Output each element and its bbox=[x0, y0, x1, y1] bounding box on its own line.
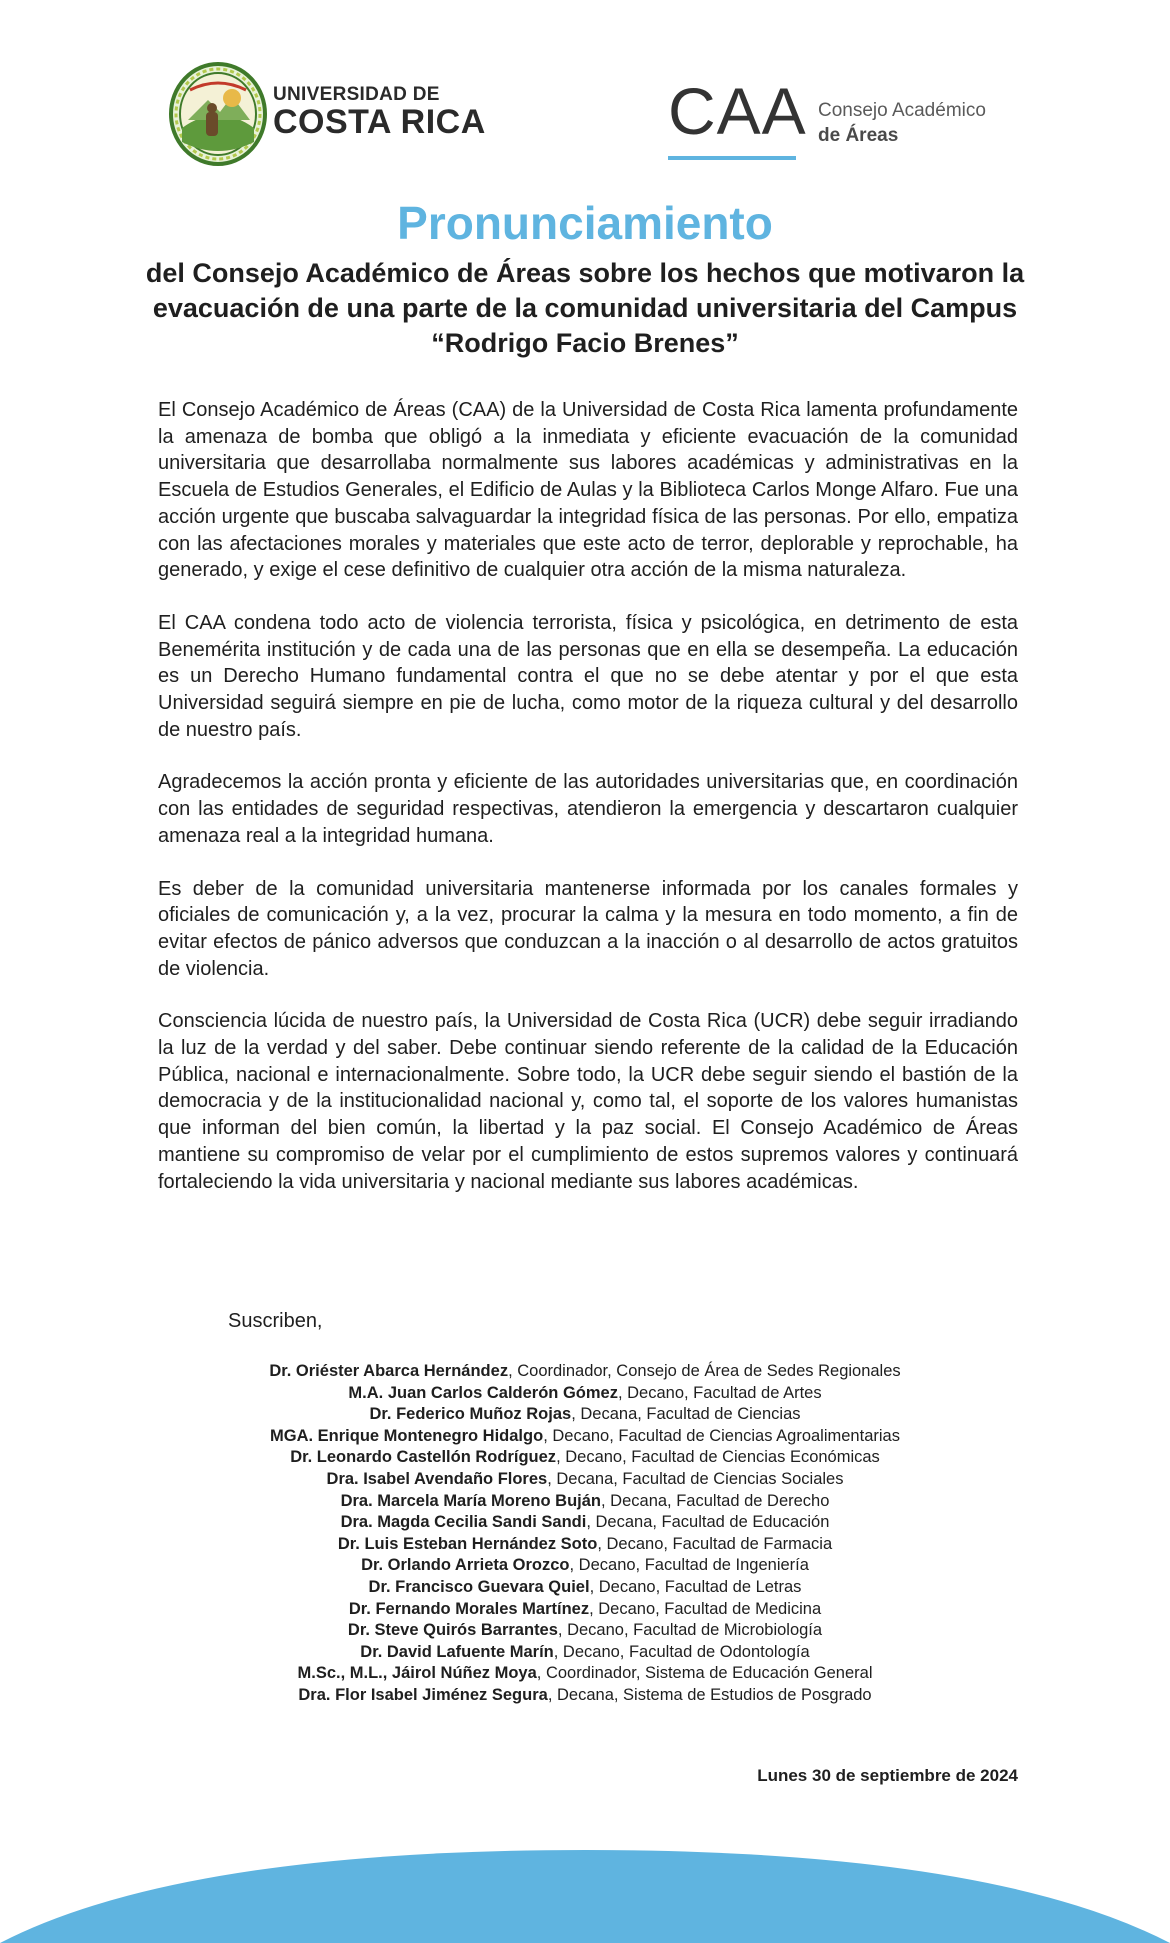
letterhead bbox=[0, 0, 1170, 180]
signer-role: , Decana, Facultad de Educación bbox=[586, 1513, 830, 1532]
document-date: Lunes 30 de septiembre de 2024 bbox=[757, 1766, 1018, 1785]
signer-role: , Coordinador, Consejo de Área de Sedes Regionales bbox=[508, 1362, 901, 1380]
ucr-seal-logo bbox=[168, 62, 268, 167]
signer-row bbox=[140, 1383, 1030, 1405]
signer-role: , Decano, Facultad de Letras bbox=[589, 1577, 802, 1596]
paragraph-2: El CAA condena todo acto de violencia terrorista, física y psicológica, en detrimento de esta Benemérita institución y de cada una de las personas que en ella se desempeña. La educación es un Derecho Humano fundamental contra el que no se debe atentar y por el que esta Universidad seguirá siempre en pie de lucha, como motor de la riqueza cultural y del desarrollo de nuestro país. bbox=[158, 611, 1018, 741]
caa-fullname-line1: Consejo Académico bbox=[818, 100, 986, 121]
paragraph-5: Consciencia lúcida de nuestro país, la Universidad de Costa Rica (UCR) debe seguir irradiando la luz de la verdad y del saber. Debe continuar siendo referente de la calidad de la Educación Pública, nacional e internacionalmente. Sobre todo, la UCR debe seguir siendo el bastión de la democracia y de la institucionalidad nacional y, como tal, el soporte de los valores humanistas que informan del bien común, la libertad y la paz social. El Consejo Académico de Áreas mantiene su compromiso de velar por el cumplimiento de estos supremos valores y continuará fortaleciendo la vida universitaria y nacional mediante sus labores académicas. bbox=[158, 1010, 1018, 1193]
statement-body bbox=[158, 397, 1018, 1221]
signer-name: Dra. Magda Cecilia Sandi Sandi bbox=[340, 1513, 587, 1532]
document-title: Pronunciamiento bbox=[397, 197, 773, 249]
signer-row bbox=[140, 1512, 1030, 1534]
ucr-wordmark-line2: COSTA RICA bbox=[273, 103, 486, 141]
signer-role: , Coordinador, Sistema de Educación General bbox=[536, 1664, 873, 1683]
footer-wave-decoration bbox=[0, 1850, 1170, 1943]
signer-name: M.Sc., M.L., Jáirol Núñez Moya bbox=[297, 1664, 537, 1683]
signer-name: Dr. Fernando Morales Martínez bbox=[348, 1599, 590, 1618]
signer-name: Dr. Federico Muñoz Rojas bbox=[369, 1405, 572, 1424]
paragraph-1: El Consejo Académico de Áreas (CAA) de la Universidad de Costa Rica lamenta profundamente la amenaza de bomba que obligó a la inmediata y eficiente evacuación de la comunidad universitaria que desarrollaba normalmente sus labores académicas y administrativas en la Escuela de Estudios Generales, el Edificio de Aulas y la Biblioteca Carlos Monge Alfaro. Fue una acción urgente que buscaba salvaguardar la integridad física de las personas. Por ello, empatiza con las afectaciones morales y materiales que este acto de terror, deplorable y reprochable, ha generado, y exige el cese definitivo de cualquier otra acción de la misma naturaleza. bbox=[158, 399, 1018, 582]
signer-role: , Decana, Sistema de Estudios de Posgrado bbox=[547, 1685, 872, 1704]
signatories-list bbox=[140, 1361, 1030, 1707]
caa-logo-fullname bbox=[818, 98, 986, 148]
signer-role: , Decano, Facultad de Microbiología bbox=[557, 1621, 823, 1640]
signer-row bbox=[140, 1447, 1030, 1469]
signer-row bbox=[140, 1642, 1030, 1664]
signer-name: Dr. Orlando Arrieta Orozco bbox=[361, 1556, 570, 1575]
signatories-heading: Suscriben, bbox=[228, 1310, 323, 1332]
caa-fullname-line2: de Áreas bbox=[818, 125, 899, 146]
caa-logo-underline bbox=[668, 156, 796, 160]
signer-row bbox=[140, 1599, 1030, 1621]
signer-row bbox=[140, 1685, 1030, 1707]
ucr-wordmark bbox=[273, 84, 486, 141]
signer-role: , Decano, Facultad de Artes bbox=[617, 1383, 822, 1402]
signer-name: Dr. Luis Esteban Hernández Soto bbox=[337, 1534, 598, 1553]
signer-role: , Decana, Facultad de Ciencias bbox=[571, 1405, 801, 1424]
signer-name: Dr. Leonardo Castellón Rodríguez bbox=[290, 1448, 557, 1467]
signer-row bbox=[140, 1361, 1030, 1383]
signer-role: , Decano, Facultad de Ciencias Agroalimentarias bbox=[543, 1426, 900, 1445]
signer-name: M.A. Juan Carlos Calderón Gómez bbox=[348, 1383, 618, 1402]
signer-role: , Decano, Facultad de Ingeniería bbox=[569, 1556, 809, 1575]
signer-row bbox=[140, 1534, 1030, 1556]
signer-name: Dr. Oriéster Abarca Hernández bbox=[269, 1362, 509, 1380]
signer-role: , Decano, Facultad de Odontología bbox=[553, 1642, 810, 1661]
signer-row bbox=[140, 1663, 1030, 1685]
signer-name: Dra. Isabel Avendaño Flores bbox=[326, 1469, 548, 1488]
signer-role: , Decano, Facultad de Medicina bbox=[589, 1599, 822, 1618]
paragraph-3: Agradecemos la acción pronta y eficiente de las autoridades universitarias que, en coordinación con las entidades de seguridad respectivas, atendieron la emergencia y descartaron cualquier amenaza real a la integridad humana. bbox=[158, 771, 1018, 847]
signer-row bbox=[140, 1620, 1030, 1642]
signer-role: , Decana, Facultad de Derecho bbox=[601, 1491, 830, 1510]
signer-name: Dr. David Lafuente Marín bbox=[360, 1642, 554, 1661]
signer-name: Dra. Marcela María Moreno Buján bbox=[340, 1491, 602, 1510]
signer-role: , Decano, Facultad de Farmacia bbox=[597, 1534, 833, 1553]
ucr-wordmark-line1: UNIVERSIDAD DE bbox=[273, 84, 440, 105]
signer-role: , Decana, Facultad de Ciencias Sociales bbox=[547, 1469, 844, 1488]
signer-row bbox=[140, 1426, 1030, 1448]
document-subtitle: del Consejo Académico de Áreas sobre los hechos que motivaron la evacuación de una parte de la comunidad universitaria del Campus “Rodrigo Facio Brenes” bbox=[145, 258, 1025, 358]
signer-row bbox=[140, 1555, 1030, 1577]
signer-name: Dra. Flor Isabel Jiménez Segura bbox=[298, 1685, 548, 1704]
signer-row bbox=[140, 1404, 1030, 1426]
signer-row bbox=[140, 1469, 1030, 1491]
signer-name: Dr. Steve Quirós Barrantes bbox=[347, 1621, 558, 1640]
signer-name: MGA. Enrique Montenegro Hidalgo bbox=[270, 1426, 544, 1445]
caa-logo-mark: CAA bbox=[668, 74, 807, 148]
signer-role: , Decano, Facultad de Ciencias Económicas bbox=[556, 1448, 880, 1467]
signer-row bbox=[140, 1577, 1030, 1599]
paragraph-4: Es deber de la comunidad universitaria mantenerse informada por los canales formales y oficiales de comunicación y, a la vez, procurar la calma y la mesura en todo momento, a fin de evitar efectos de pánico adversos que conduzcan a la inacción o al desarrollo de actos gratuitos de violencia. bbox=[158, 877, 1018, 980]
signer-name: Dr. Francisco Guevara Quiel bbox=[368, 1577, 590, 1596]
signer-row bbox=[140, 1491, 1030, 1513]
